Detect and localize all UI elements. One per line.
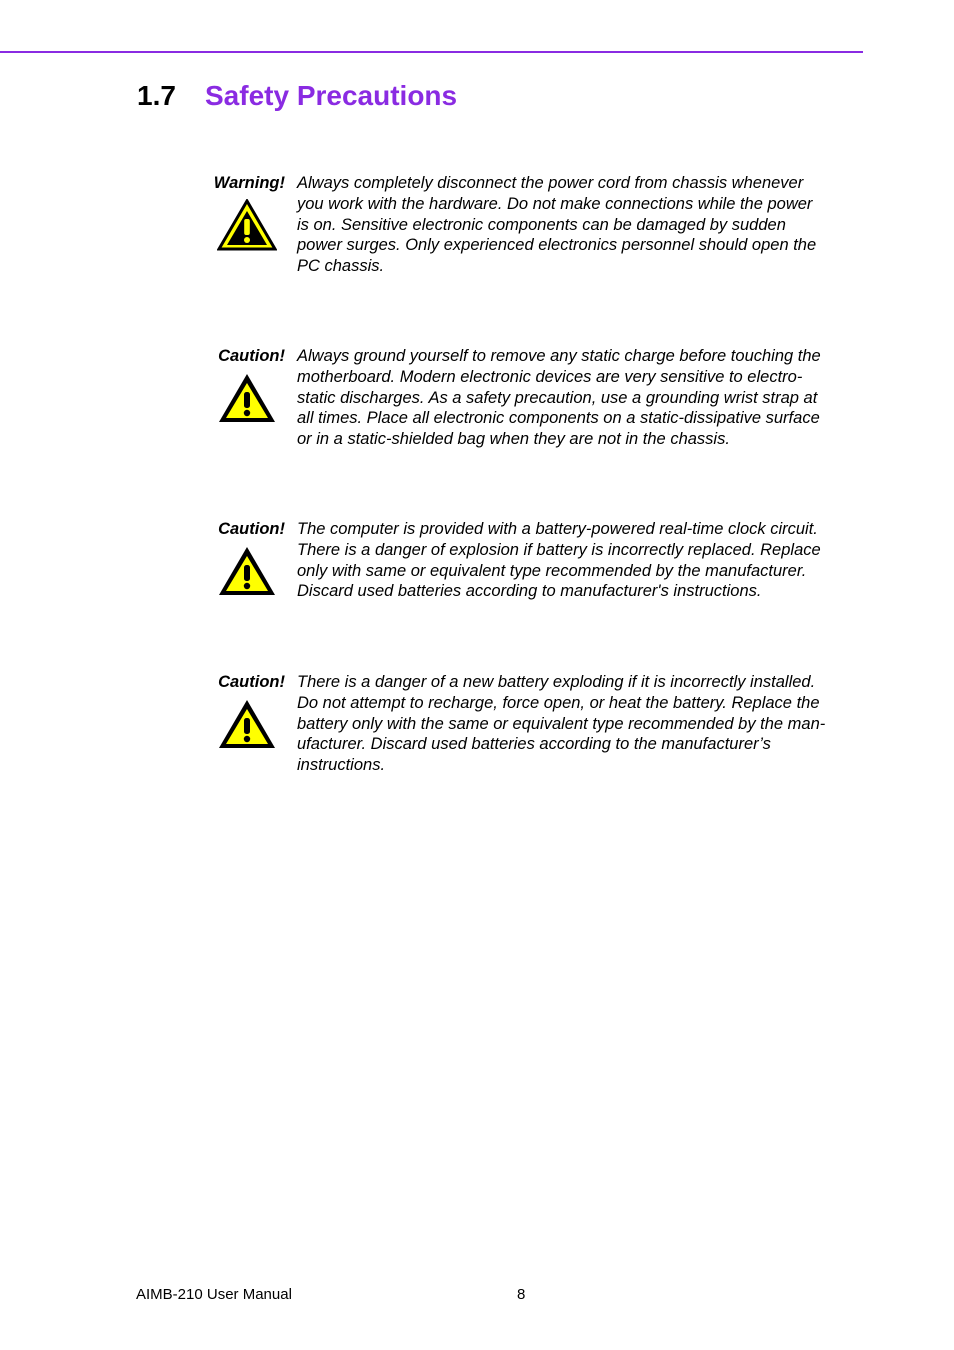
notice-text <box>297 519 863 602</box>
notice-line: Do not attempt to recharge, force open, or heat the battery. Replace the <box>297 693 820 712</box>
notice-text <box>297 346 863 450</box>
notice-line: Discard used batteries according to manufacturer's instructions. <box>297 582 762 601</box>
notice-line: battery only with the same or equivalent type recommended by the man- <box>297 714 826 733</box>
notice-line: only with same or equivalent type recommended by the manufacturer. <box>297 561 807 580</box>
notice-line: all times. Place all electronic components on a static-dissipative surface <box>297 409 820 428</box>
notice-label: Caution! <box>218 347 285 365</box>
notice-text <box>297 672 863 776</box>
caution-triangle-icon <box>217 545 277 597</box>
section-title: Safety Precautions <box>205 80 458 111</box>
notice-line: is on. Sensitive electronic components can be damaged by sudden <box>297 215 786 234</box>
notice-line: static discharges. As a safety precaution, use a grounding wrist strap at <box>297 388 818 407</box>
caution-triangle-icon <box>217 372 277 424</box>
notice-line: There is a danger of explosion if battery is incorrectly replaced. Replace <box>297 540 821 559</box>
notice-line: The computer is provided with a battery-powered real-time clock circuit. <box>297 520 818 538</box>
notice-line: power surges. Only experienced electronics personnel should open the <box>297 236 817 255</box>
notice-label: Warning! <box>213 174 285 192</box>
caution-triangle-icon <box>217 698 277 750</box>
notice-text <box>297 173 863 277</box>
notice-line: or in a static-shielded bag when they are not in the chassis. <box>297 430 730 449</box>
notice-label: Caution! <box>218 673 285 691</box>
notice-line: Always ground yourself to remove any static charge before touching the <box>297 347 821 365</box>
footer-page-number: 8 <box>517 1286 526 1303</box>
warning-triangle-icon <box>217 199 277 251</box>
notice-line: instructions. <box>297 756 386 775</box>
notice-line: ufacturer. Discard used batteries according to the manufacturer’s <box>297 735 771 754</box>
section-heading <box>137 80 457 124</box>
notice-line: you work with the hardware. Do not make connections while the power <box>297 194 813 213</box>
footer-manual-title: AIMB-210 User Manual <box>136 1286 292 1303</box>
notice-line: motherboard. Modern electronic devices are very sensitive to electro- <box>297 367 803 386</box>
section-number: 1.7 <box>137 80 176 111</box>
notice-line: Always completely disconnect the power cord from chassis whenever <box>297 174 804 192</box>
notice-line: PC chassis. <box>297 257 385 276</box>
notice-line: There is a danger of a new battery exploding if it is incorrectly installed. <box>297 673 816 691</box>
notice-label: Caution! <box>218 520 285 538</box>
header-rule <box>0 51 863 53</box>
